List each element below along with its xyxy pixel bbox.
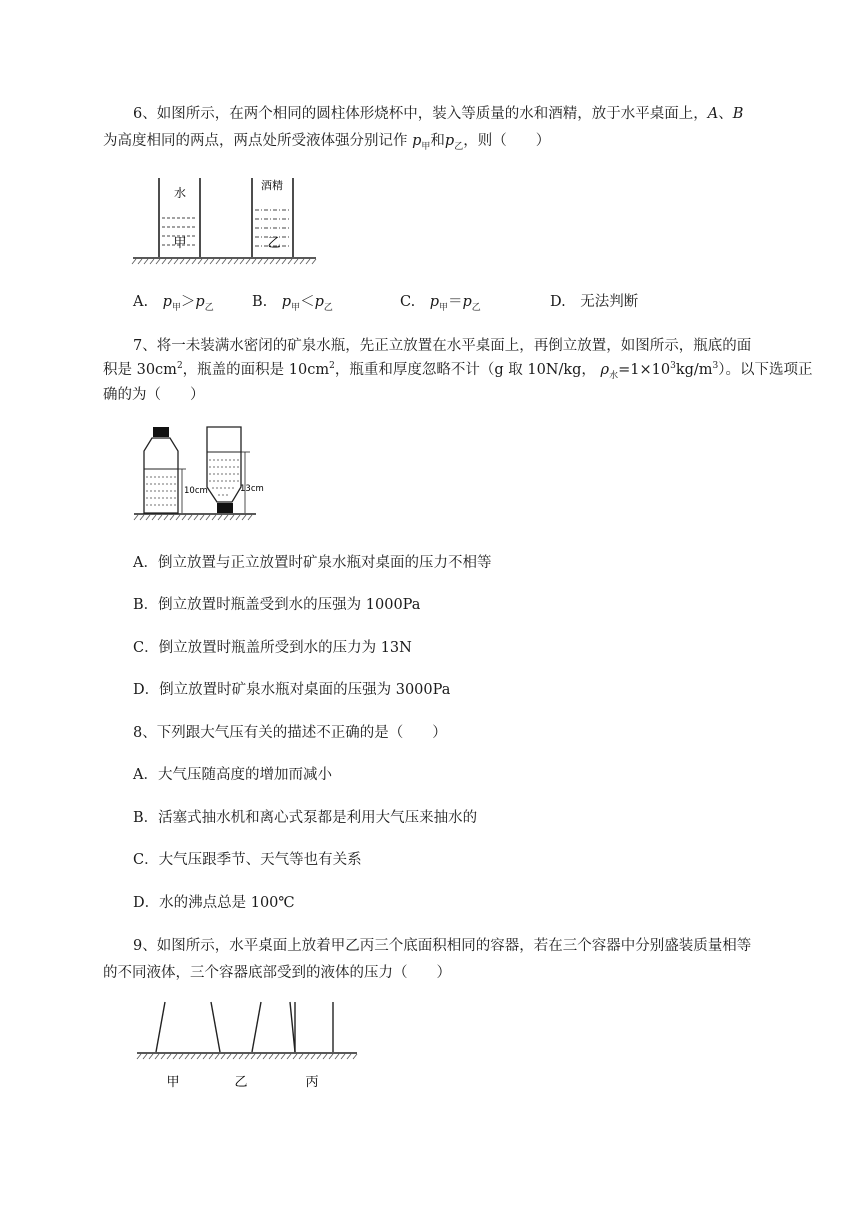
q8-option-a: A．大气压随高度的增加而减小	[133, 767, 332, 783]
container-jia-label: 甲	[166, 1075, 180, 1090]
q8-option-b: B．活塞式抽水机和离心式泵都是利用大气压来抽水的	[133, 810, 478, 826]
q7-stem-line-1: 7、将一未装满水密闭的矿泉水瓶，先正立放置在水平桌面上，再倒立放置，如图所示，瓶底的面	[133, 338, 752, 354]
q7-stem-line-2: 积是 $30cm^2$，瓶盖的面积是 $10cm^2$，瓶重和厚度忽略不计（g 取 10N/kg， $\rho_水=1\times 10^3kg/m^3$）。以下选项正	[103, 361, 813, 381]
q7-option-c: C．倒立放置时瓶盖所受到水的压力为 13N	[133, 640, 412, 656]
q7-stem-line-3: 确的为（ ）	[103, 387, 205, 403]
water-label: 水	[173, 186, 187, 200]
q7-option-a: A．倒立放置与正立放置时矿泉水瓶对桌面的压力不相等	[133, 555, 492, 571]
container-jia-right-wall	[211, 1002, 220, 1052]
container-bing-label: 丙	[305, 1075, 319, 1090]
q8-option-c: C．大气压跟季节、天气等也有关系	[133, 852, 362, 868]
point-yi-label: 乙	[267, 236, 281, 251]
container-yi-left-wall	[252, 1002, 261, 1052]
q6-figure-beakers	[130, 175, 320, 270]
q7-option-d: D．倒立放置时矿泉水瓶对桌面的压强为 3000Pa	[133, 682, 451, 698]
point-b-label: B	[732, 106, 744, 122]
q8-option-d: D．水的沸点总是 100℃	[133, 895, 295, 911]
height-10cm-label: 10cm	[184, 486, 208, 496]
q6-option-c: C. $p_甲=p_乙$	[400, 294, 481, 313]
container-yi-label: 乙	[234, 1075, 248, 1090]
q9-stem-line-1: 9、如图所示，水平桌面上放着甲乙丙三个底面积相同的容器，若在三个容器中分别盛装质量相等	[133, 938, 752, 954]
q7-figure-bottles	[130, 425, 265, 525]
height-13cm-label: 13cm	[240, 484, 264, 494]
point-a-label: A	[707, 106, 719, 122]
beaker-water	[159, 178, 200, 257]
alcohol-label: 酒精	[261, 179, 283, 192]
q6-stem-line-1: 6、如图所示，在两个相同的圆柱体形烧杯中，装入等质量的水和酒精，放于水平桌面上，A、B	[133, 106, 744, 122]
container-jia-left-wall	[156, 1002, 165, 1052]
container-yi-right-wall	[290, 1002, 295, 1052]
q8-stem: 8、下列跟大气压有关的描述不正确的是（ ）	[133, 725, 447, 741]
beaker-alcohol	[252, 178, 293, 257]
q6-option-d: D. 无法判断	[550, 294, 639, 310]
point-jia-label: 甲	[173, 236, 187, 251]
bottle-inverted	[207, 427, 264, 513]
q9-figure-containers	[135, 1000, 360, 1095]
q6-option-a: A. $p_甲>p_乙$	[133, 294, 214, 313]
bottle-upright	[144, 427, 208, 513]
q6-option-b: B. $p_甲<p_乙$	[252, 294, 333, 313]
q6-stem-line-2: 为高度相同的两点，两点处所受液体强分别记作 $p_甲$和$p_乙$，则（ ）	[103, 133, 551, 152]
q9-stem-line-2: 的不同液体，三个容器底部受到的液体的压力（ ）	[103, 965, 451, 981]
q7-option-b: B．倒立放置时瓶盖受到水的压强为 1000Pa	[133, 597, 421, 613]
